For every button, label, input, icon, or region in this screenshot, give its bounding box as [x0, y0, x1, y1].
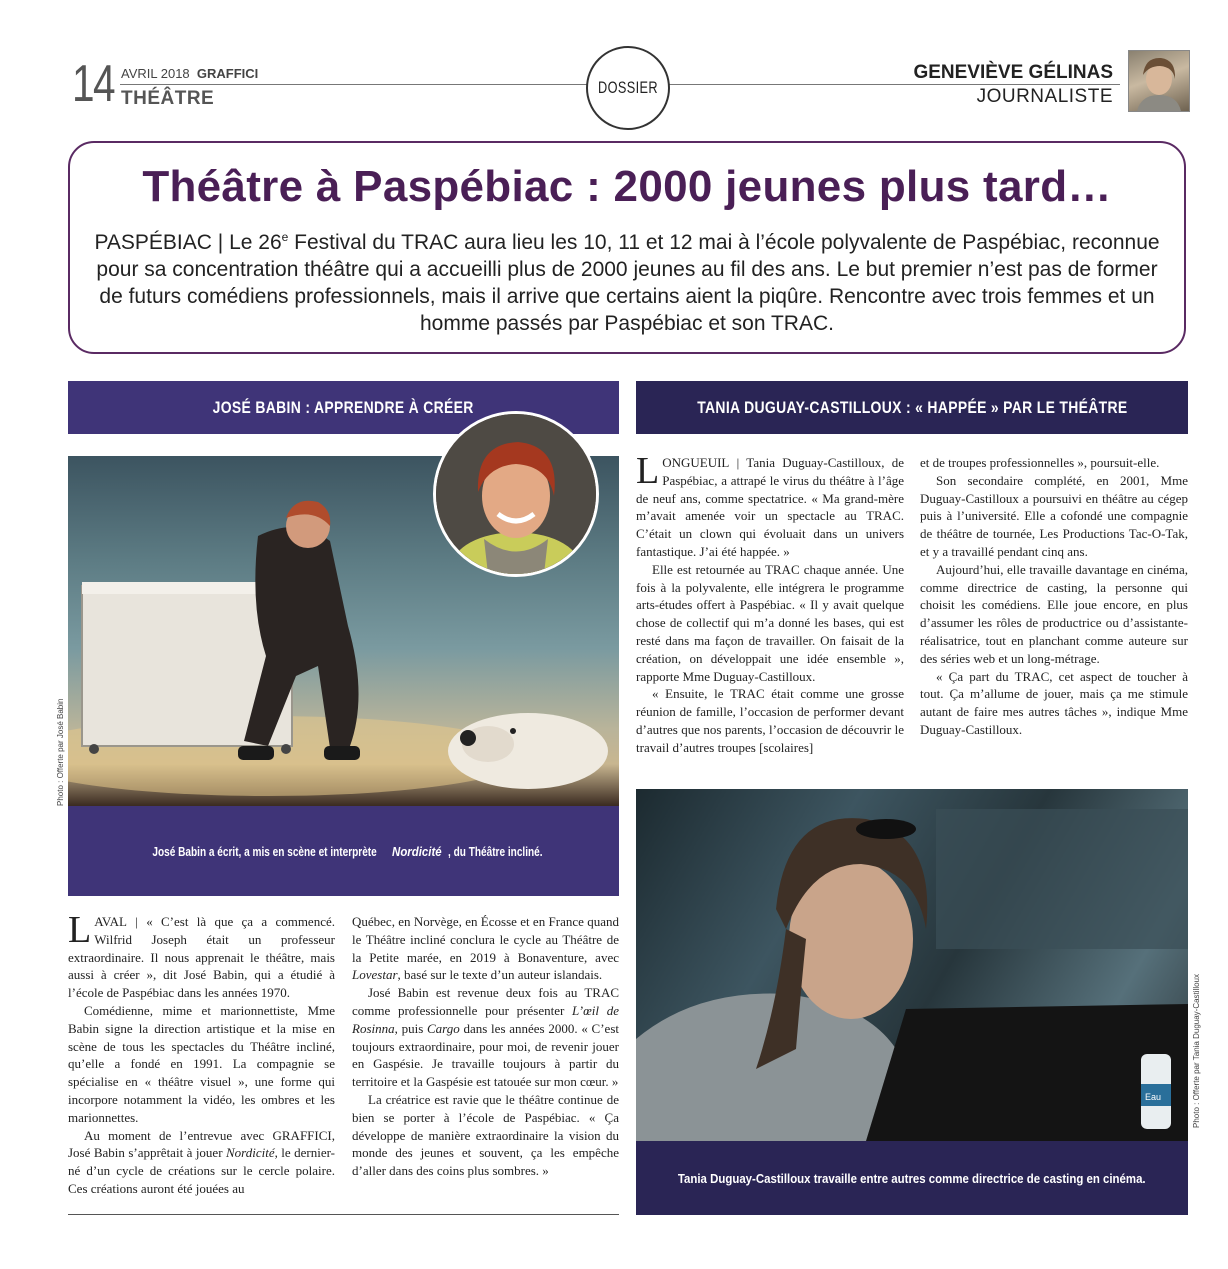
issue-date — [121, 66, 258, 81]
photo-credit: Photo : Offerte par Tania Duguay-Castilloux — [1192, 973, 1201, 1128]
section-heading-tania: TANIA DUGUAY-CASTILLOUX : « HAPPÉE » PAR LE THÉÂTRE — [636, 381, 1188, 434]
article-lead: PASPÉBIAC | Le 26e Festival du TRAC aura lieu les 10, 11 et 12 mai à l’école polyvalente de Paspébiac, reconnue pour sa concentration théâtre qui a accueilli plus de 2000 jeunes au fil des ans. Le but premier n’est pas de former de futurs comédiens professionnels, mais il arrive que certains aient la piqûre. Rencontre avec trois femmes et un homme passés par Paspébiac et son TRAC. — [94, 230, 1160, 335]
date: AVRIL 2018 — [121, 66, 190, 81]
bottle-label: Eau — [1145, 1092, 1162, 1102]
dossier-badge: DOSSIER — [586, 46, 670, 130]
woman-at-laptop-icon — [636, 789, 1188, 1141]
section-title: THÉÂTRE — [121, 88, 215, 109]
page-number: 14 — [72, 55, 114, 113]
casting-photo — [636, 789, 1188, 1141]
article-column: Québec, en Norvège, en Écosse et en France quand le Théâtre incliné conclura le cycle au Théâtre de la Petite marée, en 2019 à Bonaventure, avec Lovestar, basé sur le texte d’un auteur islandais. José Babin est revenue deux fois au TRAC comme professionnelle pour présenter L’œil de Rosinna, puis Cargo dans les années 2000. « C’est toujours extraordinaire, pour moi, de revenir jouer en Gaspésie. Je travaille toujours à partir du territoire et la Gaspésie est tatouée sur mon cœur. » La créatrice est ravie que le théâtre continue de bien se porter à l’école de Paspébiac. « Ça développe de manière extraordinaire la vision du monde des jeunes et souvent, ça les empêche d’aller dans des coins plus sombres. » — [352, 914, 619, 1179]
article-column: et de troupes professionnelles », poursuit-elle. Son secondaire complété, en 2001, Mme Duguay-Castilloux a poursuivi en théâtre au cégep puis à l’université. Elle a cofondé une compagnie de théâtre de tournée, Les Productions Tac-O-Tak, et y a travaillé pendant cinq ans. Aujourd’hui, elle travaille davantage en cinéma, comme directrice de casting, la personne qui choisit les comédiens. Elle joue encore, en plus d’assumer les rôles de productrice ou d’assistante-réalisatrice, tout en planchant comme auteure sur des séries web et un long-métrage. « Ça part du TRAC, cet aspect de toucher à tout. Ça m’allume de jouer, mais ça me stimule autant de faire mes autres tâches », indique Mme Duguay-Castilloux. — [920, 455, 1188, 737]
photo-caption: Tania Duguay-Castilloux travaille entre autres comme directrice de casting en cinéma. — [636, 1141, 1188, 1215]
article-title: Théâtre à Paspébiac : 2000 jeunes plus tard… — [142, 162, 1112, 211]
author-name: GENEVIÈVE GÉLINAS — [913, 62, 1113, 83]
article-column: LAVAL | « C’est là que ça a commencé. Wilfrid Joseph était un professeur extraordinaire. Il nous apprenait le théâtre, mais aussi à créer », dit José Babin, qui a étudié à l’école de Paspébiac dans les années 1970. Comédienne, mime et marionnettiste, Mme Babin signe la direction artistique et la mise en scène de tous les spectacles du Théâtre incliné, qu’elle a fondé en 1991. La compagnie se spécialise en « théâtre visuel », une forme qui incorpore notamment la vidéo, les ombres et les marionnettes. Au moment de l’entrevue avec GRAFFICI, José Babin s’apprêtait à jouer Nordicité, le dernier-né d’un cycle de créations sur le cercle polaire. Ces créations auront été jouées au — [68, 909, 335, 1196]
bottom-rule — [68, 1214, 619, 1215]
jose-babin-portrait — [433, 411, 599, 577]
section-heading-jose-babin: JOSÉ BABIN : APPRENDRE À CRÉER — [68, 381, 619, 434]
author-photo — [1128, 50, 1190, 112]
photo-caption: José Babin a écrit, a mis en scène et interprèteNordicité , du Théâtre incliné. — [68, 806, 619, 896]
photo-credit: Photo : Offerte par José Babin — [56, 698, 65, 806]
portrait-woman-icon — [436, 414, 596, 574]
author-role: JOURNALISTE — [976, 86, 1113, 107]
author-portrait-icon — [1129, 51, 1189, 111]
publication-name: GRAFFICI — [196, 66, 259, 81]
article-column: LONGUEUIL | Tania Duguay-Castilloux, de Paspébiac, a attrapé le virus du théâtre à l’âge de neuf ans, comme spectatrice. « Ma grand-mère m’avait amenée voir un spectacle au TRAC. C’était un clown qui évoluait dans un univers fantastique. J’ai été happée. » Elle est retournée au TRAC chaque année. Une fois à la polyvalente, elle intégrera le programme arts-études offert à Paspébiac. « Il y avait quelque chose de collectif qui m’a donné les bases, qui est resté dans ma façon de travailler. On faisait de la création, on développait une idée ensemble », rapporte Mme Duguay-Castilloux. « Ensuite, le TRAC était comme une grosse réunion de famille, l’occasion de performer devant d’autres que nos parents, l’occasion de découvrir le travail d’autres troupes [scolaires] — [636, 450, 904, 755]
